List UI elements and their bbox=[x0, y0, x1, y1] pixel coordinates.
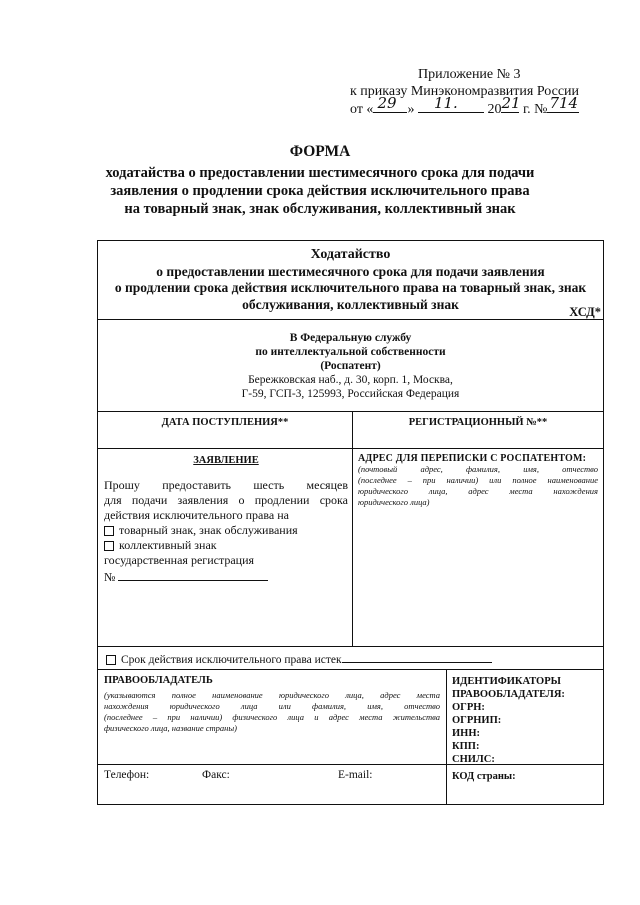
date-prefix: от « bbox=[350, 102, 374, 117]
option-trademark[interactable] bbox=[104, 523, 348, 538]
correspondence-note2: (последнее – при наличии) или полное наименование bbox=[358, 475, 598, 485]
identifier-snils: СНИЛС: bbox=[452, 754, 495, 765]
registration-number-row bbox=[104, 568, 348, 585]
form-title-line1: ходатайства о предоставлении шестимесячного срока для подачи bbox=[105, 165, 535, 181]
rights-holder-note4: физического лица, название страны) bbox=[104, 723, 237, 733]
phone-label: Телефон: bbox=[104, 769, 150, 781]
registration-number-field[interactable] bbox=[118, 568, 268, 581]
petition-code: ХСД* bbox=[569, 305, 601, 319]
application-block bbox=[104, 453, 348, 585]
petition-heading: Ходатайство bbox=[310, 247, 391, 262]
option-collective-label: коллективный знак bbox=[119, 538, 217, 552]
identifier-ogrnip: ОГРНИП: bbox=[452, 715, 502, 726]
form-title-line2: заявления о продлении срока действия исключительного права bbox=[110, 183, 530, 199]
rights-holder-note2: нахождения юридического лица или фамилия, имя, отчество bbox=[104, 701, 440, 711]
addressee-line3: (Роспатент) bbox=[320, 360, 381, 372]
email-label: E-mail: bbox=[338, 769, 373, 781]
country-code-label: КОД страны: bbox=[452, 771, 516, 782]
date-mid: » bbox=[407, 102, 415, 117]
rights-holder-note1: (указываются полное наименование юридического лица, адрес места bbox=[104, 690, 440, 700]
petition-line3: обслуживания, коллективный знак bbox=[242, 296, 459, 312]
identifiers-block bbox=[452, 675, 602, 766]
form-title bbox=[60, 143, 580, 218]
petition-block bbox=[98, 247, 603, 313]
form-table bbox=[97, 240, 604, 805]
order-date-line bbox=[330, 94, 605, 118]
term-expired-row[interactable] bbox=[106, 650, 492, 666]
order-year: 21 bbox=[501, 94, 521, 112]
identifier-ogrn: ОГРН: bbox=[452, 702, 485, 713]
registration-label: государственная регистрация bbox=[104, 553, 255, 567]
form-title-word: ФОРМА bbox=[289, 143, 351, 160]
registration-number-sign: № bbox=[104, 570, 116, 584]
addressee-line2: по интеллектуальной собственности bbox=[255, 346, 446, 358]
petition-line1: о предоставлении шестимесячного срока для подачи заявления bbox=[156, 263, 545, 279]
order-month: 11. bbox=[433, 94, 458, 112]
addressee-line1: В Федеральную службу bbox=[289, 332, 412, 344]
petition-line2: о продлении срока действия исключительного права на товарный знак, знак bbox=[114, 280, 587, 295]
identifiers-heading2: ПРАВООБЛАДАТЕЛЯ: bbox=[452, 689, 565, 700]
year-prefix: 20 bbox=[487, 102, 502, 117]
addressee-line4: Бережковская наб., д. 30, корп. 1, Москва, bbox=[248, 374, 453, 386]
rights-holder-heading: ПРАВООБЛАДАТЕЛЬ bbox=[104, 675, 213, 686]
appendix-number: Приложение № 3 bbox=[418, 67, 521, 82]
order-day: 29 bbox=[377, 94, 397, 112]
rights-holder-note3: (последнее – при наличии) физического лица и адрес места жительства bbox=[104, 712, 440, 722]
term-expired-field[interactable] bbox=[342, 650, 492, 663]
identifier-kpp: КПП: bbox=[452, 741, 480, 752]
fax-label: Факс: bbox=[202, 769, 230, 781]
appendix-header bbox=[330, 66, 605, 118]
correspondence-note3: юридического лица, адрес места нахождения bbox=[358, 486, 598, 496]
option-collective[interactable] bbox=[104, 538, 348, 553]
term-expired-checkbox[interactable] bbox=[106, 655, 116, 665]
application-line3: действия исключительного права на bbox=[104, 508, 289, 522]
identifiers-heading1: ИДЕНТИФИКАТОРЫ bbox=[452, 676, 561, 687]
order-reference: к приказу Минэкономразвития России bbox=[350, 84, 580, 99]
option-trademark-label: товарный знак, знак обслуживания bbox=[119, 523, 298, 537]
addressee-block bbox=[98, 331, 603, 401]
option-collective-checkbox[interactable] bbox=[104, 541, 114, 551]
correspondence-note1: (почтовый адрес, фамилия, имя, отчество bbox=[358, 464, 598, 474]
form-title-line3: на товарный знак, знак обслуживания, коллективный знак bbox=[124, 201, 516, 217]
option-trademark-checkbox[interactable] bbox=[104, 526, 114, 536]
application-line1: Прошу предоставить шесть месяцев bbox=[104, 478, 348, 492]
rights-holder-block bbox=[104, 675, 440, 734]
year-suffix: г. № bbox=[522, 102, 548, 117]
identifier-inn: ИНН: bbox=[452, 728, 480, 739]
correspondence-heading: АДРЕС ДЛЯ ПЕРЕПИСКИ С РОСПАТЕНТОМ: bbox=[358, 453, 587, 464]
registration-number-label: РЕГИСТРАЦИОННЫЙ №** bbox=[408, 417, 548, 428]
application-heading: ЗАЯВЛЕНИЕ bbox=[193, 455, 259, 466]
correspondence-block bbox=[358, 453, 598, 508]
term-expired-label: Срок действия исключительного права истек bbox=[121, 654, 342, 666]
order-number: 714 bbox=[549, 94, 579, 112]
addressee-line5: Г-59, ГСП-3, 125993, Российская Федерация bbox=[241, 388, 460, 400]
correspondence-note4: юридического лица) bbox=[358, 497, 430, 507]
application-line2: для подачи заявления о продлении срока bbox=[104, 493, 348, 507]
receipt-date-label: ДАТА ПОСТУПЛЕНИЯ** bbox=[161, 417, 289, 428]
